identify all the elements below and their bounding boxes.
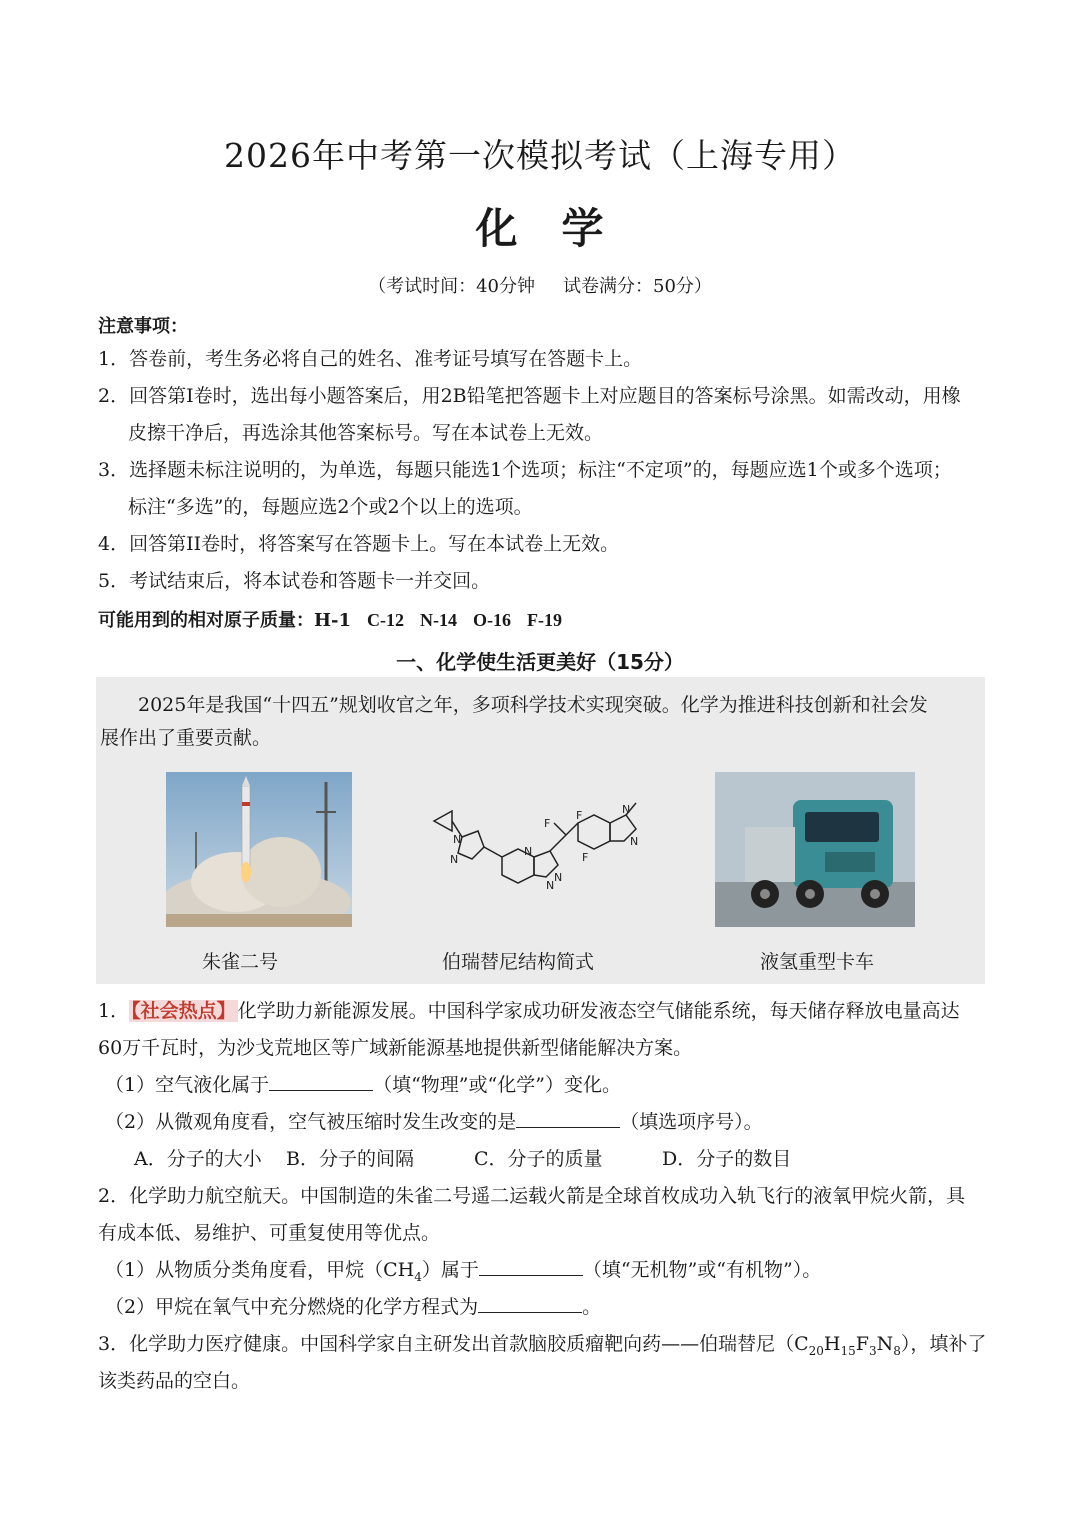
q3-formula-n: N: [876, 1333, 894, 1355]
q1-part2: [105, 1109, 763, 1135]
q1-part1-suffix: （填“物理”或“化学”）变化。: [373, 1074, 621, 1096]
svg-text:N: N: [546, 879, 555, 892]
svg-text:F: F: [576, 809, 583, 822]
exam-time: （考试时间：40分钟: [368, 276, 535, 297]
atomic-mass-f: F-19: [527, 610, 563, 630]
molecule-structure-image: [426, 799, 646, 929]
q1-option-a[interactable]: A．分子的大小: [134, 1148, 262, 1170]
caption-rocket: 朱雀二号: [202, 951, 279, 973]
q1-part2-blank[interactable]: [516, 1109, 620, 1128]
q2-part1: [105, 1257, 821, 1290]
q1-part2-prefix: （2）从微观角度看，空气被压缩时发生改变的是: [105, 1111, 517, 1133]
atomic-mass-n: N-14: [420, 610, 458, 630]
atomic-mass-label: 可能用到的相对原子质量：: [98, 610, 314, 631]
q3-formula-h: H: [823, 1333, 841, 1355]
q2-part1-sub: 4: [414, 1269, 422, 1284]
caption-molecule: 伯瑞替尼结构简式: [442, 951, 595, 973]
q2-part2-blank[interactable]: [478, 1294, 582, 1313]
q2-line1: 2．化学助力航空航天。中国制造的朱雀二号遥二运载火箭是全球首枚成功入轨飞行的液氧甲烷火箭，具: [98, 1185, 966, 1207]
q2-part1-mid: ）属于: [421, 1259, 479, 1281]
q1-options: [134, 1146, 791, 1172]
svg-text:N: N: [453, 833, 462, 846]
q1-number: 1．: [98, 1000, 130, 1022]
q1-line1: [98, 998, 960, 1024]
q3-line2: 该类药品的空白。: [98, 1370, 251, 1392]
rocket-launch-image: [166, 772, 352, 927]
svg-text:N: N: [450, 853, 459, 866]
svg-text:N: N: [622, 803, 631, 816]
svg-text:N: N: [630, 835, 639, 848]
q1-option-d[interactable]: D．分子的数目: [662, 1148, 792, 1170]
hydrogen-truck-image: [715, 772, 915, 927]
q1-line2: 60万千瓦时，为沙戈荒地区等广域新能源基地提供新型储能解决方案。: [98, 1037, 693, 1059]
note-item-5: 5．考试结束后，将本试卷和答题卡一并交回。: [98, 570, 491, 592]
exam-meta: [0, 272, 1080, 298]
q3-formula-f-sub: 3: [868, 1343, 877, 1358]
q2-part1-blank[interactable]: [479, 1257, 583, 1276]
panel-intro-line1: 2025年是我国“十四五”规划收官之年，多项科学技术实现突破。化学为推进科技创新和社会发: [138, 694, 928, 716]
q1-option-c[interactable]: C．分子的质量: [474, 1148, 603, 1170]
atomic-mass-h: H-1: [314, 610, 352, 631]
q3-text1-suffix: ），填补了: [900, 1333, 987, 1355]
notes-heading: 注意事项：: [98, 316, 188, 337]
q1-hot-tag: 【社会热点】: [131, 1000, 236, 1022]
note-item-4: 4．回答第II卷时，将答案写在答题卡上。写在本试卷上无效。: [98, 533, 620, 555]
q2-part1-prefix: （1）从物质分类角度看，甲烷（CH: [105, 1259, 415, 1281]
q3-formula-f: F: [855, 1333, 869, 1355]
svg-text:N: N: [554, 871, 563, 884]
atomic-mass-c: C-12: [367, 610, 405, 630]
note-item-1: 1．答卷前，考生务必将自己的姓名、准考证号填写在答题卡上。: [98, 348, 643, 370]
atomic-mass-o: O-16: [473, 610, 512, 630]
svg-text:F: F: [544, 817, 551, 830]
q2-part2: [105, 1294, 601, 1320]
svg-text:N: N: [524, 845, 533, 858]
note-item-3: 3．选择题未标注说明的，为单选，每题只能选1个选项；标注“不定项”的，每题应选1个或多个选项；: [98, 459, 952, 481]
q2-part1-suffix: （填“无机物”或“有机物”）。: [582, 1259, 822, 1281]
section-title: 一、化学使生活更美好（15分）: [396, 650, 684, 674]
q2-line2: 有成本低、易维护、可重复使用等优点。: [98, 1222, 441, 1244]
q3-line1: [98, 1331, 986, 1364]
q1-text1: 化学助力新能源发展。中国科学家成功研发液态空气储能系统，每天储存释放电量高达: [237, 1000, 960, 1022]
q2-part2-suffix: 。: [582, 1296, 602, 1318]
svg-text:F: F: [582, 851, 589, 864]
exam-title: 2026年中考第一次模拟考试（上海专用）: [224, 136, 856, 175]
q1-part2-suffix: （填选项序号）。: [620, 1111, 763, 1133]
q3-formula-c-sub: 20: [808, 1343, 824, 1358]
q1-part1-blank[interactable]: [269, 1072, 373, 1091]
q1-part1: [105, 1072, 621, 1098]
note-item-2-cont: 皮擦干净后，再选涂其他答案标号。写在本试卷上无效。: [128, 422, 604, 444]
note-item-2: 2．回答第I卷时，选出每小题答案后，用2B铅笔把答题卡上对应题目的答案标号涂黑。如需改动，用橡: [98, 385, 961, 407]
note-item-3-cont: 标注“多选”的，每题应选2个或2个以上的选项。: [128, 496, 533, 518]
panel-intro-line2: 展作出了重要贡献。: [100, 727, 272, 749]
exam-subject: 化 学: [475, 204, 605, 253]
q1-option-b[interactable]: B．分子的间隔: [286, 1148, 414, 1170]
atomic-mass-line: [98, 606, 562, 632]
caption-truck: 液氢重型卡车: [760, 951, 875, 973]
exam-score: 试卷满分：50分）: [563, 276, 712, 297]
context-panel: [96, 677, 985, 984]
q3-text1-prefix: 3．化学助力医疗健康。中国科学家自主研发出首款脑胶质瘤靶向药——伯瑞替尼（C: [98, 1333, 809, 1355]
q1-part1-prefix: （1）空气液化属于: [105, 1074, 270, 1096]
q2-part2-prefix: （2）甲烷在氧气中充分燃烧的化学方程式为: [105, 1296, 479, 1318]
q3-formula-n-sub: 8: [893, 1343, 901, 1358]
q3-formula-h-sub: 15: [840, 1343, 856, 1358]
